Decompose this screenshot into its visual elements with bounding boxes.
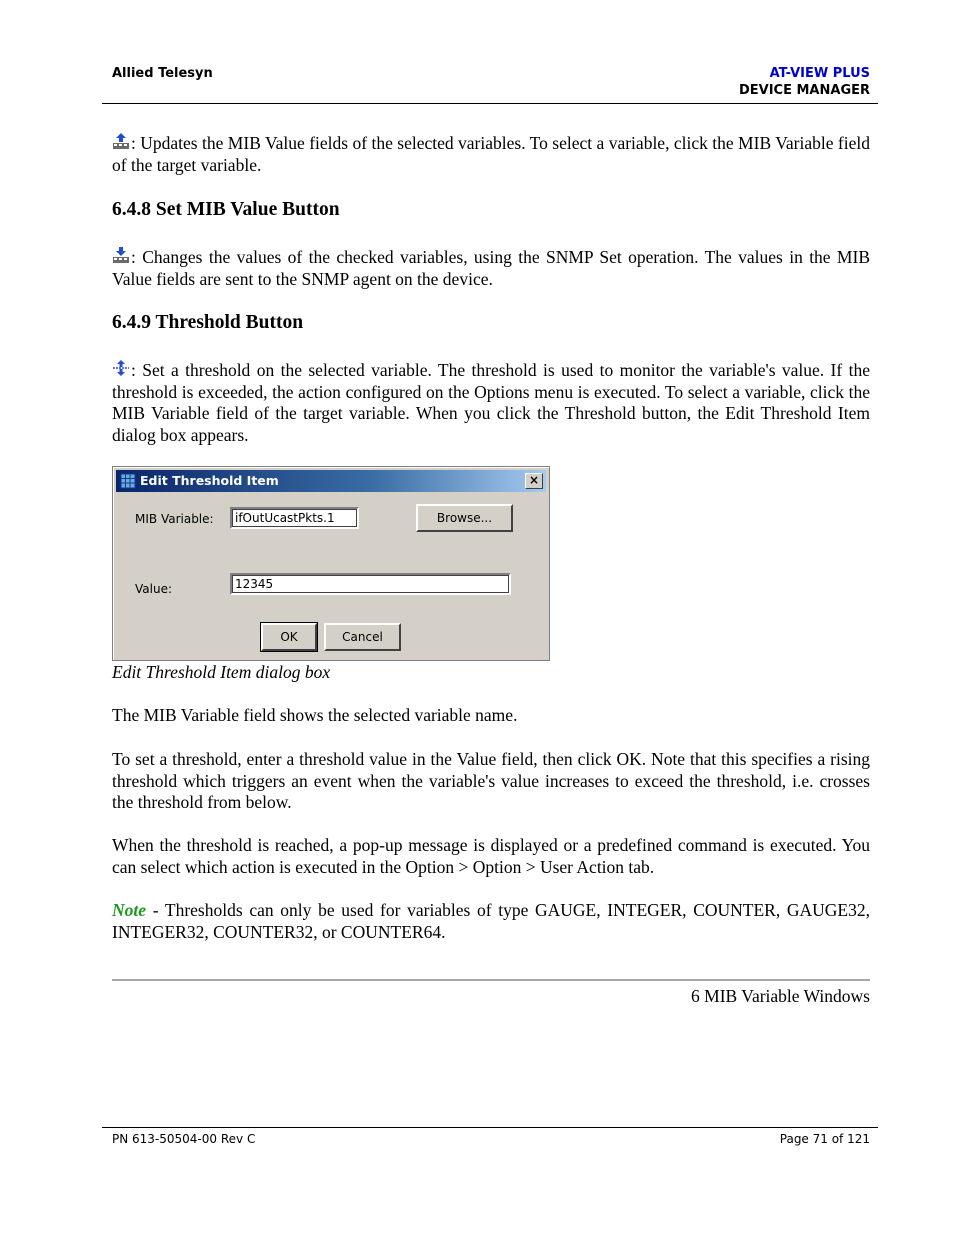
part-number: PN 613-50504-00 Rev C	[112, 1132, 256, 1146]
paragraph-threshold-reached: When the threshold is reached, a pop-up message is displayed or a predefined command is executed. You can select which action is executed in the Option > Option > User Action tab.	[112, 835, 870, 877]
section-footer: 6 MIB Variable Windows	[691, 986, 870, 1006]
header-rule	[102, 103, 878, 104]
intro-paragraph	[112, 132, 870, 176]
get-mib-value-icon	[112, 132, 130, 150]
product-name: AT-VIEW PLUS	[769, 66, 870, 81]
threshold-icon	[112, 359, 130, 377]
browse-button[interactable]: Browse...	[416, 504, 513, 532]
dialog-caption: Edit Threshold Item dialog box	[112, 662, 331, 682]
dialog-titlebar	[116, 470, 546, 492]
value-label: Value:	[135, 582, 172, 596]
intro-text: : Updates the MIB Value fields of the selected variables. To select a variable, click the MIB Variable field of the target variable.	[112, 133, 870, 175]
set-mib-paragraph	[112, 246, 870, 290]
note-paragraph	[112, 900, 870, 943]
note-label: Note	[112, 900, 147, 920]
value-input[interactable]: 12345	[230, 573, 511, 595]
section-footer-rule	[112, 979, 870, 981]
paragraph-mib-field: The MIB Variable field shows the selected variable name.	[112, 705, 518, 725]
threshold-heading: 6.4.9 Threshold Button	[112, 312, 304, 333]
cancel-button[interactable]: Cancel	[324, 623, 401, 651]
mib-variable-input[interactable]: ifOutUcastPkts.1	[230, 507, 359, 529]
set-mib-text: : Changes the values of the checked variables, using the SNMP Set operation. The values in the MIB Value fields are sent to the SNMP agent on the device.	[112, 247, 870, 289]
mib-variable-label: MIB Variable:	[135, 512, 214, 526]
note-text: - Thresholds can only be used for variables of type GAUGE, INTEGER, COUNTER, GAUGE32, INTEGER32, COUNTER32, or COUNTER64.	[112, 900, 870, 942]
section-name: DEVICE MANAGER	[738, 83, 870, 98]
close-icon[interactable]: ×	[525, 473, 543, 489]
threshold-paragraph	[112, 359, 870, 446]
edit-threshold-dialog	[112, 466, 550, 661]
page-number: Page 71 of 121	[779, 1132, 870, 1146]
dialog-title: Edit Threshold Item	[140, 473, 279, 488]
footer-rule	[102, 1127, 878, 1128]
ok-button[interactable]: OK	[261, 623, 317, 651]
grid-app-icon	[120, 473, 136, 489]
paragraph-set-threshold: To set a threshold, enter a threshold value in the Value field, then click OK. Note that this specifies a rising threshold which triggers an event when the variable's value increases to exceed the threshold, i.e. crosses the threshold from below.	[112, 749, 870, 812]
threshold-text: : Set a threshold on the selected variable. The threshold is used to monitor the variable's value. If the threshold is exceeded, the action configured on the Options menu is executed. To select a variable, click the MIB Variable field of the target variable. When you click the Threshold button, the Edit Threshold Item dialog box appears.	[112, 360, 870, 445]
set-mib-value-icon	[112, 246, 130, 264]
company-name: Allied Telesyn	[112, 66, 213, 81]
set-mib-heading: 6.4.8 Set MIB Value Button	[112, 199, 340, 220]
